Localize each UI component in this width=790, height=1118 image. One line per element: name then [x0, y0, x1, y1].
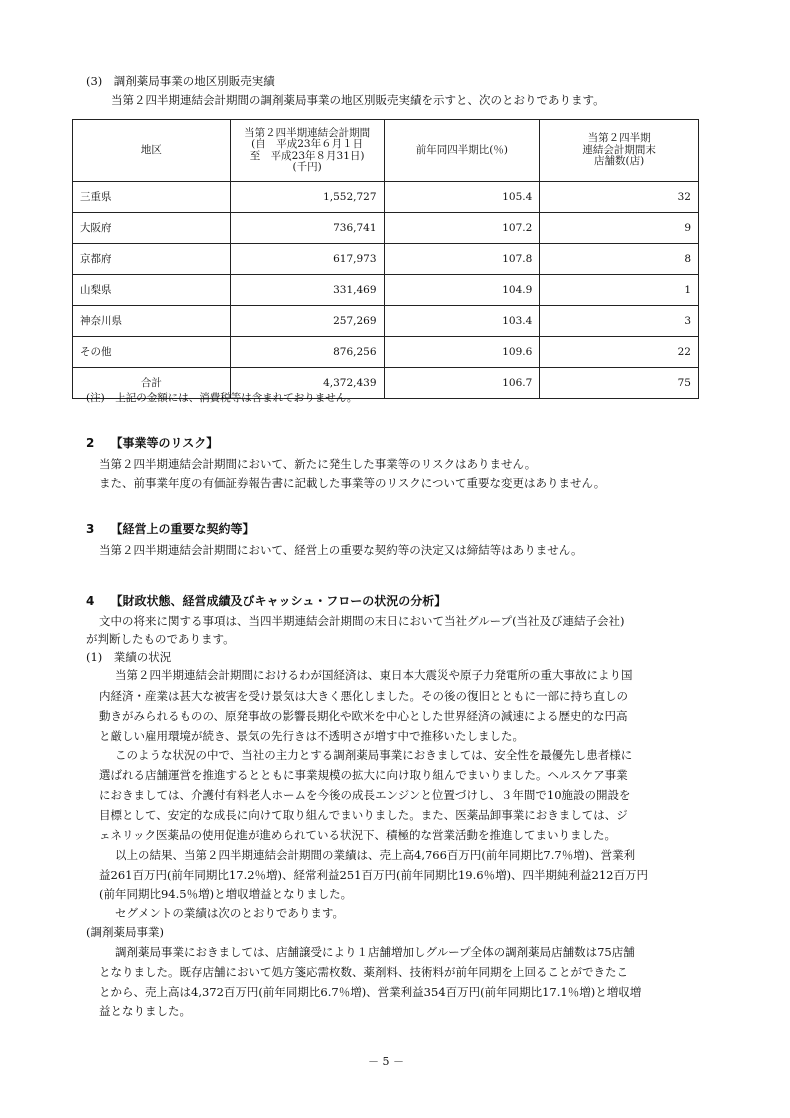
body-line: このような状況の中で、当社の主力とする調剤薬局事業におきましては、安全性を最優先し患者様に — [115, 748, 633, 762]
body-line: 調剤薬局事業におきましては、店舗譲受により１店舗増加しグループ全体の調剤薬局店舗数は75店舗 — [115, 945, 635, 959]
cell-sales: 331,469 — [230, 275, 384, 306]
cell-total-stores: 75 — [540, 368, 699, 399]
cell-sales: 736,741 — [230, 213, 384, 244]
section-3-line: 当第２四半期連結会計期間において、経営上の重要な契約等の決定又は締結等はありません。 — [99, 543, 583, 557]
cell-region: 三重県 — [73, 182, 231, 213]
table-note: (注) 上記の金額には、消費税等は含まれておりません。 — [86, 392, 358, 404]
cell-stores: 9 — [540, 213, 699, 244]
section-title: 【財政状態、経営成績及びキャッシュ・フローの状況の分析】 — [110, 594, 447, 608]
body-line: におきましては、介護付有料老人ホームを今後の成長エンジンと位置づけし、３年間で10施設の開設を — [99, 788, 631, 802]
body-line: セグメントの業績は次のとおりであります。 — [115, 906, 344, 920]
table-row — [73, 213, 699, 244]
table-row — [73, 182, 699, 213]
body-line: とから、売上高は4,372百万円(前年同期比6.7％増)、営業利益354百万円(前年同期比17.1％増)と増収増 — [99, 985, 642, 999]
cell-total-sales: 4,372,439 — [230, 368, 384, 399]
body-line: となりました。既存店舗において処方箋応需枚数、薬剤料、技術料が前年同期を上回ることができたこ — [99, 965, 628, 979]
header-sales-line: (千円) — [292, 161, 322, 173]
body-line: 選ばれる店舗運営を推進するとともに事業規模の拡大に向け取り組んでまいりました。ヘルスケア事業 — [99, 768, 628, 782]
cell-stores: 8 — [540, 244, 699, 275]
cell-yoy: 105.4 — [384, 182, 540, 213]
cell-stores: 1 — [540, 275, 699, 306]
header-stores-line: 店舗数(店) — [594, 155, 645, 168]
body-line: 益261百万円(前年同期比17.2％増)、経常利益251百万円(前年同期比19.6％増)、四半期純利益212百万円 — [99, 868, 649, 882]
cell-stores: 32 — [540, 182, 699, 213]
body-line: ェネリック医薬品の使用促進が進められている状況下、積極的な営業活動を推進してまいりました。 — [99, 828, 617, 842]
section-number: 2 — [86, 436, 95, 450]
section-3-heading — [86, 520, 255, 538]
section-4-intro-line: が判断したものであります。 — [86, 632, 235, 646]
body-line: (前年同期比94.5％増)と増収増益となりました。 — [99, 887, 353, 901]
page-number: － 5 － — [368, 1055, 404, 1068]
cell-yoy: 103.4 — [384, 306, 540, 337]
cell-sales: 617,973 — [230, 244, 384, 275]
body-line: と厳しい雇用環境が続き、景気の先行きは不透明さが増す中で推移いたしました。 — [99, 729, 525, 743]
body-line: 益となりました。 — [99, 1004, 191, 1018]
header-yoy: 前年同四半期比(％) — [384, 120, 540, 182]
header-stores-line: 当第２四半期 — [587, 132, 651, 145]
header-sales-line: 至 平成23年８月31日) — [249, 149, 365, 162]
header-sales — [230, 120, 384, 182]
subsection-heading-results: (1) 業績の状況 — [86, 650, 172, 664]
body-line: 動きがみられるものの、原発事故の影響長期化や欧米を中心とした世界経済の減速による歴史的な円高 — [99, 709, 628, 723]
table-row — [73, 244, 699, 275]
cell-total-label: 合計 — [73, 368, 231, 399]
body-line: 目標として、安定的な成長に向けて取り組んでまいりました。また、医薬品卸事業におきましては、ジ — [99, 808, 628, 822]
header-stores — [540, 120, 699, 182]
body-line: 内経済・産業は甚大な被害を受け景気は大きく悪化しました。その後の復旧とともに一部に持ち直しの — [99, 689, 628, 703]
cell-yoy: 107.8 — [384, 244, 540, 275]
section-4-heading — [86, 592, 446, 610]
section-number: 4 — [86, 594, 95, 608]
section-number: 3 — [86, 522, 95, 536]
cell-yoy: 104.9 — [384, 275, 540, 306]
cell-region: 京都府 — [73, 244, 231, 275]
section-2-heading — [86, 434, 218, 452]
cell-sales: 876,256 — [230, 337, 384, 368]
section-4-intro-line: 文中の将来に関する事項は、当四半期連結会計期間の末日において当社グループ(当社及び連結子会社) — [99, 614, 625, 628]
header-sales-line: 当第２四半期連結会計期間 — [244, 126, 371, 139]
cell-yoy: 107.2 — [384, 213, 540, 244]
cell-region: その他 — [73, 337, 231, 368]
subsection-heading-regional-sales: (3) 調剤薬局事業の地区別販売実績 — [86, 74, 275, 88]
cell-region: 神奈川県 — [73, 306, 231, 337]
cell-total-yoy: 106.7 — [384, 368, 540, 399]
body-line: 当第２四半期連結会計期間におけるわが国経済は、東日本大震災や原子力発電所の重大事故により国 — [115, 668, 633, 682]
cell-stores: 22 — [540, 337, 699, 368]
cell-stores: 3 — [540, 306, 699, 337]
body-line: 以上の結果、当第２四半期連結会計期間の業績は、売上高4,766百万円(前年同期比7.7％増)、営業利 — [115, 848, 636, 862]
header-stores-line: 連結会計期間末 — [582, 143, 656, 156]
table-row — [73, 337, 699, 368]
header-region: 地区 — [73, 120, 231, 182]
cell-region: 大阪府 — [73, 213, 231, 244]
table-header-row — [73, 120, 699, 182]
section-title: 【経営上の重要な契約等】 — [110, 522, 255, 536]
cell-yoy: 109.6 — [384, 337, 540, 368]
cell-sales: 257,269 — [230, 306, 384, 337]
header-sales-line: (自 平成23年６月１日 — [251, 138, 364, 150]
regional-sales-table — [72, 119, 699, 399]
section-title: 【事業等のリスク】 — [110, 436, 219, 450]
table-row — [73, 306, 699, 337]
segment-heading: (調剤薬局事業) — [86, 925, 164, 939]
table-row — [73, 275, 699, 306]
section-2-line: 当第２四半期連結会計期間において、新たに発生した事業等のリスクはありません。 — [99, 457, 537, 471]
cell-sales: 1,552,727 — [230, 182, 384, 213]
section-2-line: また、前事業年度の有価証券報告書に記載した事業等のリスクについて重要な変更はありません。 — [99, 476, 606, 490]
table-intro-text: 当第２四半期連結会計期間の調剤薬局事業の地区別販売実績を示すと、次のとおりであります。 — [111, 93, 605, 107]
cell-region: 山梨県 — [73, 275, 231, 306]
